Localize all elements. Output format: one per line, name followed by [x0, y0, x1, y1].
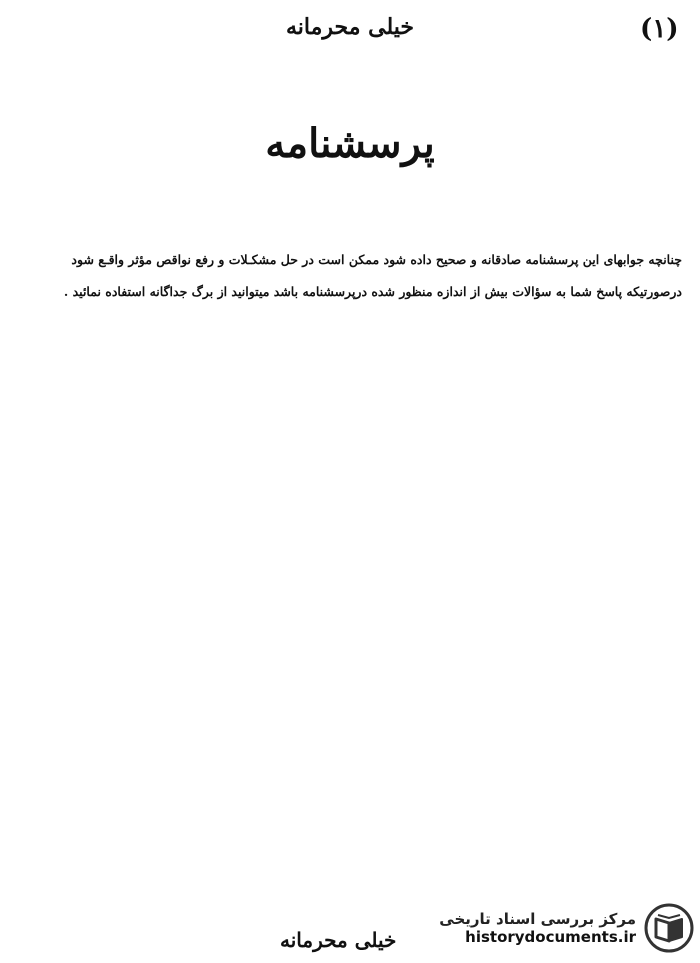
watermark-site: historydocuments.ir: [465, 928, 636, 946]
page-number: (۱): [640, 14, 679, 44]
paragraph-line-1: چنانچه جوابهای این پرسشنامه صادقانه و صحیح داده شود ممکن است در حل مشکـلات و رفع نواقص مؤثر واقـع شود: [71, 252, 682, 267]
classification-footer: خیلی محرمانه: [280, 928, 397, 952]
watermark-text: [439, 910, 636, 946]
book-logo-icon: [644, 903, 694, 953]
instruction-paragraph: [30, 244, 682, 308]
paragraph-line-2: درصورتیکه پاسخ شما به سؤالات بیش از اندازه منظور شده درپرسشنامه باشد میتوانید از برگ جداگانه استفاده نمائید .: [63, 284, 682, 299]
watermark: [414, 900, 694, 956]
watermark-name: مرکز بررسی اسناد تاریخی: [439, 910, 636, 928]
document-title: پرسشنامه: [265, 120, 435, 167]
classification-header: خیلی محرمانه: [285, 14, 415, 40]
